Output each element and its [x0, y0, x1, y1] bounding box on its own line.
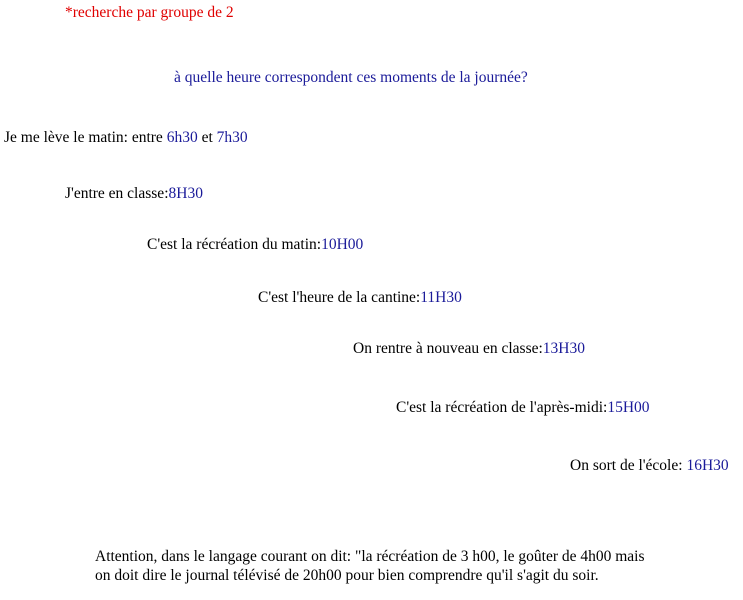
moment-afternoon-break — [396, 398, 650, 418]
moment-label: C'est la récréation de l'après-midi: — [396, 399, 608, 416]
moment-time-end: 7h30 — [216, 129, 248, 146]
moment-label: C'est la récréation du matin: — [147, 236, 322, 253]
moment-label: On sort de l'école: — [570, 457, 687, 474]
moment-wake-up — [4, 128, 248, 148]
attention-line-2: on doit dire le journal télévisé de 20h00 pour bien comprendre qu'il s'agit du soir. — [95, 567, 599, 584]
attention-line-1: Attention, dans le langage courant on dit: "la récréation de 3 h00, le goûter de 4h00 mais — [95, 548, 645, 565]
moment-time: 11H30 — [420, 289, 462, 306]
moment-time: 10H00 — [321, 236, 364, 253]
moment-connector: et — [197, 129, 217, 146]
moment-label: On rentre à nouveau en classe: — [353, 340, 543, 357]
moment-time: 13H30 — [542, 340, 585, 357]
moment-enter-class — [65, 184, 203, 204]
moment-label: J'entre en classe: — [65, 185, 169, 202]
moment-time: 16H30 — [686, 457, 729, 474]
moment-label: Je me lève le matin: entre — [4, 129, 167, 146]
moment-time-start: 6h30 — [166, 129, 198, 146]
moment-back-to-class — [353, 339, 585, 359]
research-note: *recherche par groupe de 2 — [65, 4, 234, 21]
attention-note — [95, 547, 645, 585]
moment-label: C'est l'heure de la cantine: — [258, 289, 421, 306]
moment-time: 15H00 — [607, 399, 650, 416]
moment-canteen — [258, 288, 462, 308]
question-heading: à quelle heure correspondent ces moments de la journée? — [174, 69, 528, 86]
moment-morning-break — [147, 235, 363, 255]
moment-leave-school — [570, 456, 729, 476]
moment-time: 8H30 — [168, 185, 203, 202]
